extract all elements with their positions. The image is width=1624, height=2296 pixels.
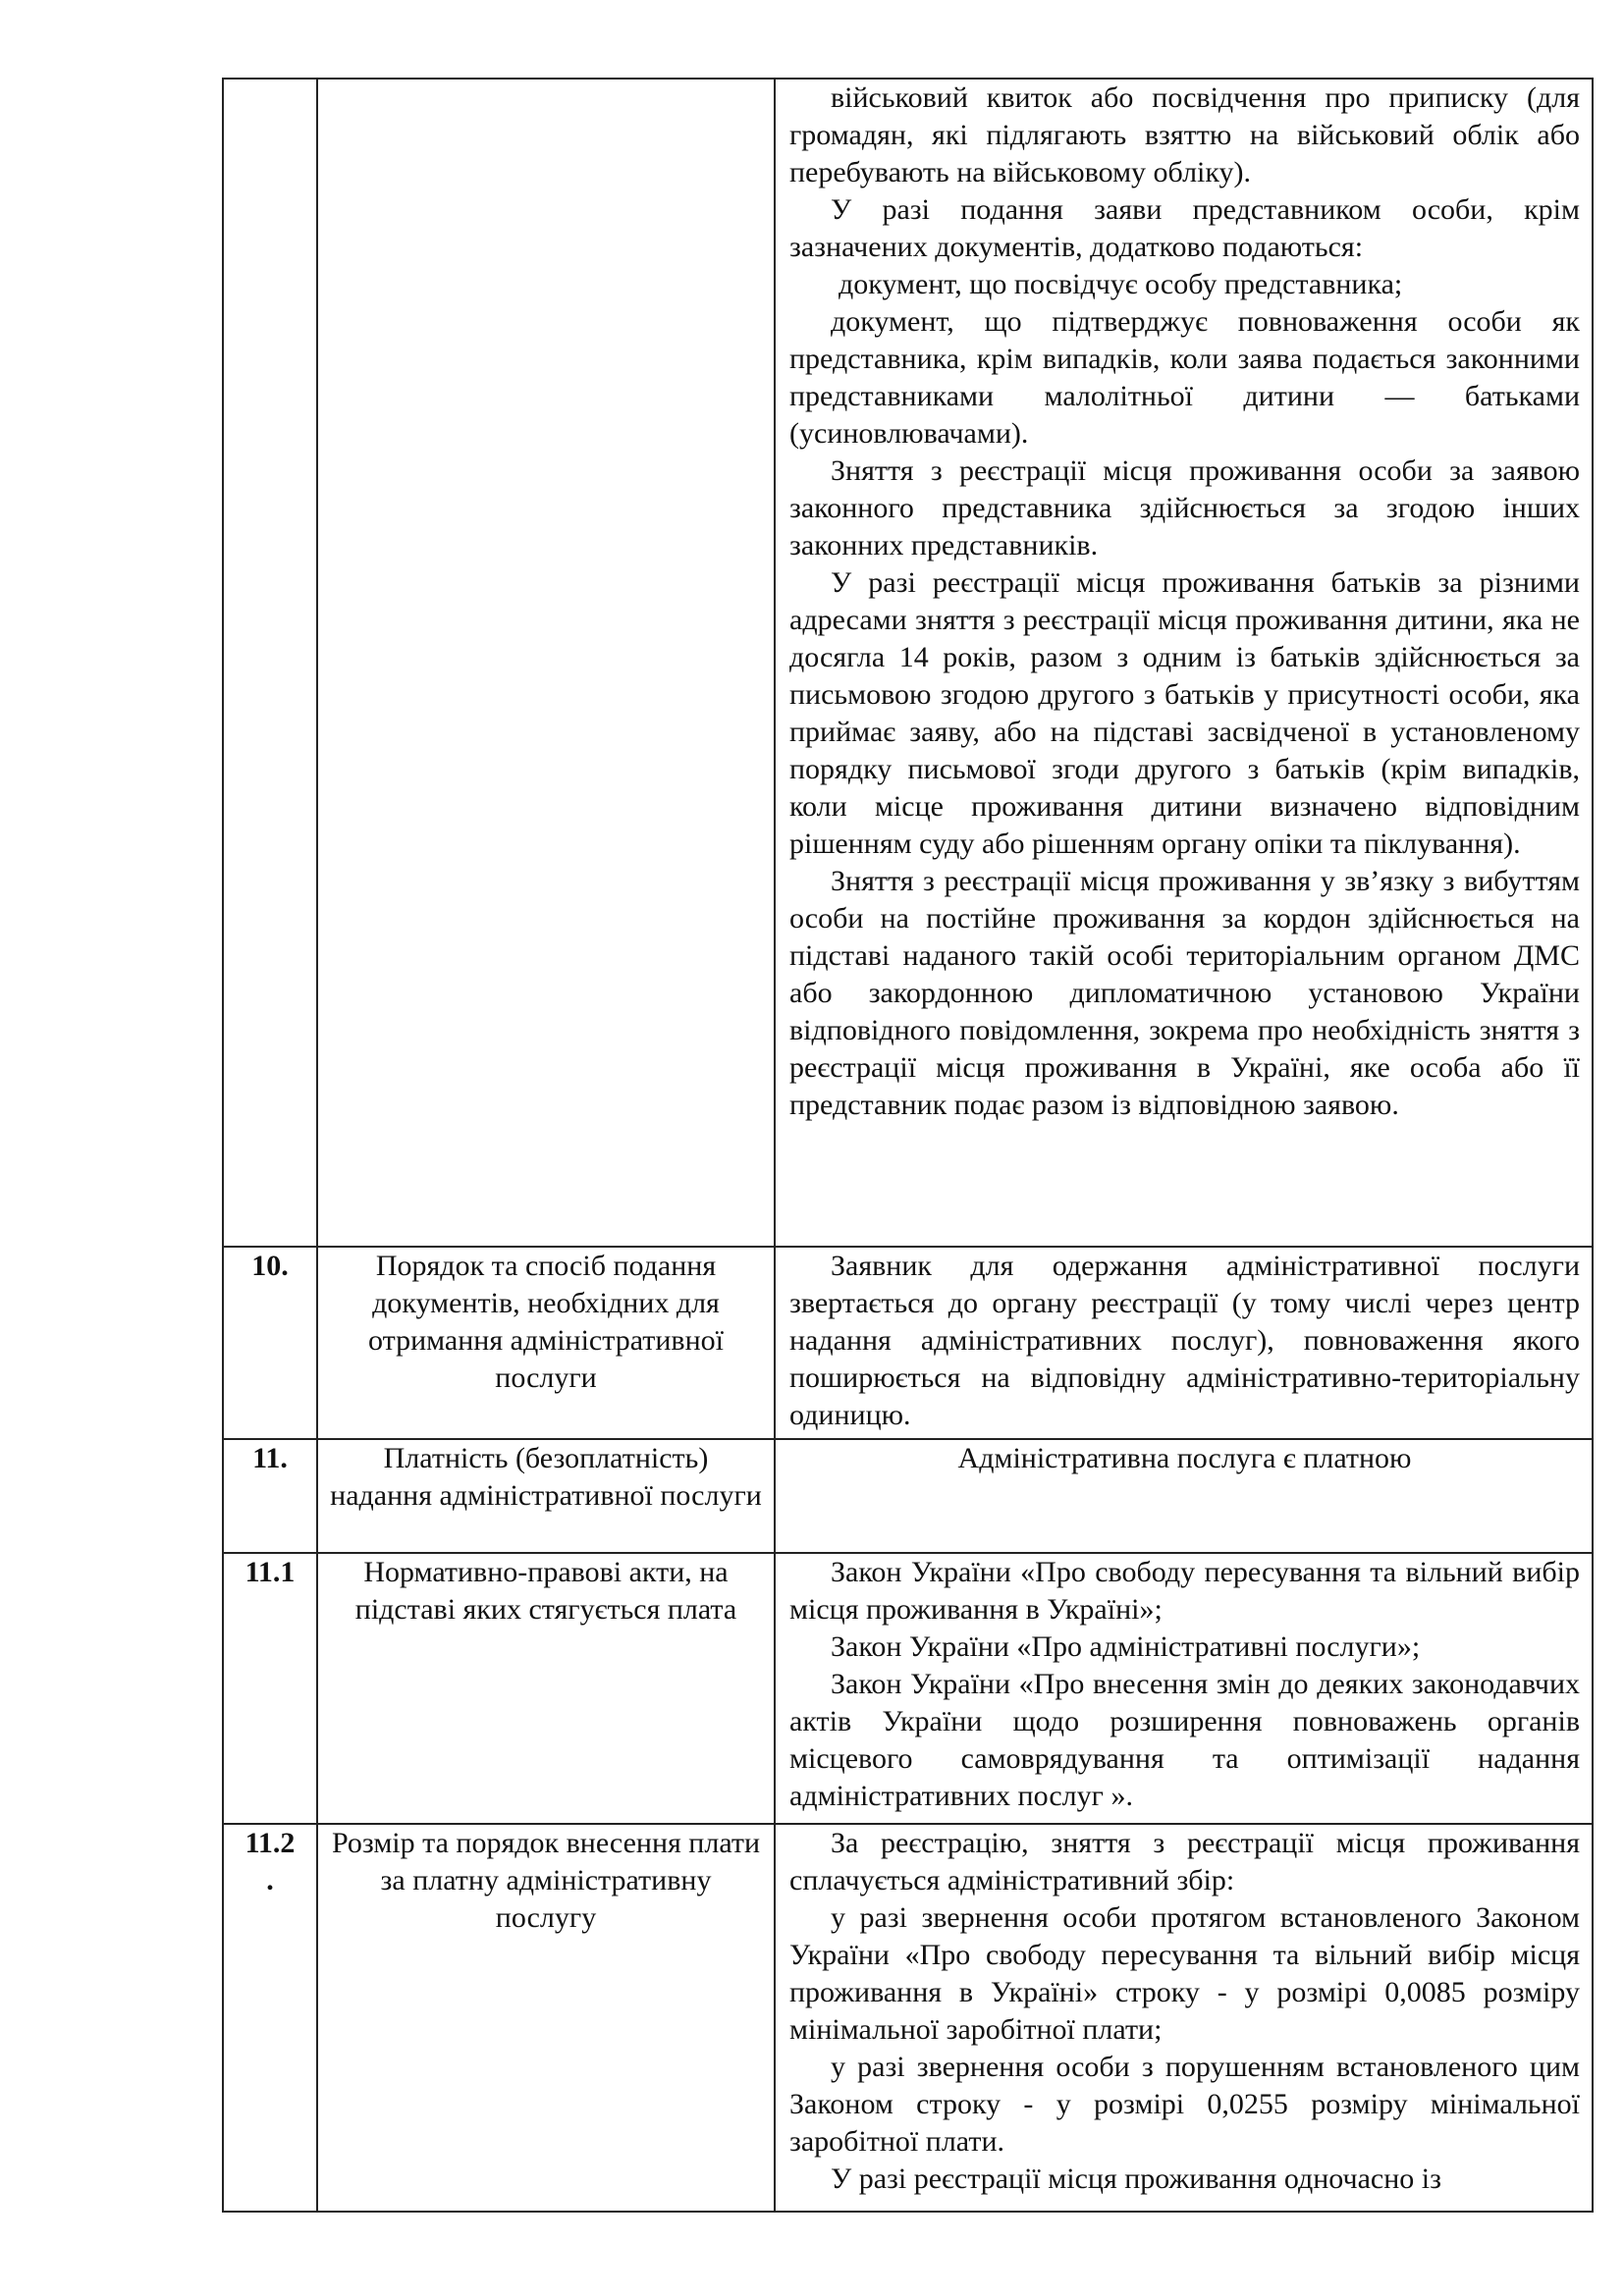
content-paragraph: Закон України «Про внесення змін до деяких законодавчих актів України щодо розширення повноважень органів місцевого самоврядування та оптимізації надання адміністративних послуг ». (789, 1668, 1580, 1812)
row-content (775, 1247, 1593, 1439)
table-row (223, 1247, 1593, 1439)
table-row (223, 1553, 1593, 1824)
row-title: Нормативно-правові акти, на підставі яких стягується плата (317, 1553, 775, 1824)
row-number: 10. (223, 1247, 317, 1439)
content-paragraph: За реєстрацію, зняття з реєстрації місця проживання сплачується адміністративний збір: (789, 1827, 1580, 1896)
row-title: Платність (безоплатність) надання адміністративної послуги (317, 1439, 775, 1553)
content-paragraph: документ, що посвідчує особу представника; (839, 268, 1403, 300)
content-paragraph: військовий квиток або посвідчення про приписку (для громадян, які підлягають взяттю на військовий облік або перебувають на військовому обліку). (789, 81, 1580, 188)
content-paragraph: Заявник для одержання адміністративної послуги звертається до органу реєстрації (у тому числі через центр надання адміністративних послуг), повноваження якого поширюється на відповідну адміністративно-територіальну одиницю. (789, 1250, 1580, 1431)
row-content (775, 79, 1593, 1247)
content-paragraph: у разі звернення особи з порушенням встановленого цим Законом строку - у розмірі 0,0255 розміру мінімальної заробітної плати. (789, 2051, 1580, 2158)
row-number: 11.1 (223, 1553, 317, 1824)
document-page (222, 78, 1592, 2213)
content-paragraph: Закон України «Про адміністративні послуги»; (831, 1630, 1421, 1663)
table-row (223, 1439, 1593, 1553)
row-content (775, 1824, 1593, 2212)
content-paragraph: У разі подання заяви представником особи, крім зазначених документів, додатково подаються: (789, 193, 1580, 263)
row-content (775, 1553, 1593, 1824)
row-title: Розмір та порядок внесення плати за платну адміністративну послугу (317, 1824, 775, 2212)
row-number (223, 79, 317, 1247)
content-paragraph: Адміністративна послуга є платною (957, 1442, 1412, 1474)
row-title: Порядок та спосіб подання документів, необхідних для отримання адміністративної послуги (317, 1247, 775, 1439)
table-row (223, 79, 1593, 1247)
services-table (222, 78, 1594, 2213)
content-paragraph: Зняття з реєстрації місця проживання особи за заявою законного представника здійснюється за згодою інших законних представників. (789, 454, 1580, 561)
row-number: 11.2 . (223, 1824, 317, 2212)
row-content (775, 1439, 1593, 1553)
row-number: 11. (223, 1439, 317, 1553)
content-paragraph: у разі звернення особи протягом встановленого Законом України «Про свободу пересування та вільний вибір місця проживання в Україні» строку - у розмірі 0,0085 розміру мінімальної заробітної плати; (789, 1901, 1580, 2046)
row-title (317, 79, 775, 1247)
table-row (223, 1824, 1593, 2212)
content-paragraph: У разі реєстрації місця проживання батьків за різними адресами зняття з реєстрації місця проживання дитини, яка не досягла 14 років, разом з одним із батьків здійснюється за письмовою згодою другого з батьків у присутності особи, яка приймає заяву, або на підставі засвідченої в установленому порядку письмової згоди другого з батьків (крім випадків, коли місце проживання дитини визначено відповідним рішенням суду або рішенням органу опіки та піклування). (789, 566, 1580, 860)
content-paragraph: Зняття з реєстрації місця проживання у зв’язку з вибуттям особи на постійне проживання за кордон здійснюється на підставі наданого такій особі територіальним органом ДМС або закордонною дипломатичною установою України відповідного повідомлення, зокрема про необхідність зняття з реєстрації місця проживання в Україні, яке особа або її представник подає разом із відповідною заявою. (789, 865, 1580, 1121)
content-paragraph: Закон України «Про свободу пересування та вільний вибір місця проживання в Україні»; (789, 1556, 1580, 1626)
content-paragraph: документ, що підтверджує повноваження особи як представника, крім випадків, коли заява подається законними представниками малолітньої дитини — батьками (усиновлювачами). (789, 305, 1580, 450)
content-paragraph: У разі реєстрації місця проживання одночасно із (831, 2163, 1441, 2195)
